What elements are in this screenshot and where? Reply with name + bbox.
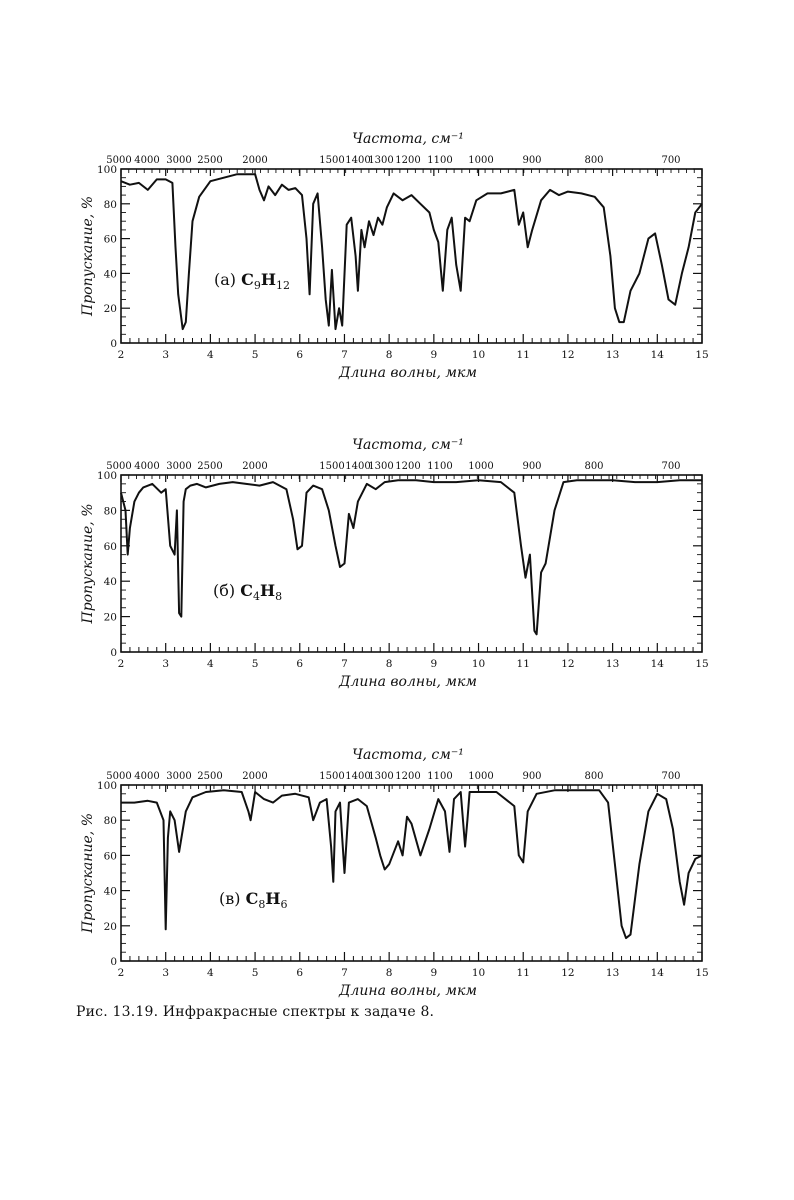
- freq-tick-label: 800: [584, 771, 604, 782]
- x-tick-label: 2: [117, 967, 125, 979]
- x-tick-label: 15: [695, 967, 709, 979]
- x-tick-label: 9: [430, 967, 438, 979]
- x-tick-label: 12: [561, 967, 575, 979]
- freq-tick-label: 1000: [468, 461, 494, 472]
- y-tick-label: 60: [103, 850, 117, 863]
- compound-label: [213, 581, 282, 603]
- x-tick-label: 11: [516, 658, 530, 670]
- freq-tick-label: 900: [522, 461, 542, 472]
- freq-tick-label: 2500: [197, 771, 223, 782]
- x-tick-label: 12: [561, 349, 575, 361]
- freq-tick-label: 1300: [368, 155, 394, 166]
- x-tick-label: 6: [296, 658, 304, 670]
- x-tick-label: 11: [516, 967, 530, 979]
- x-tick-label: 7: [341, 349, 348, 361]
- y-tick-label: 20: [103, 303, 117, 316]
- freq-tick-label: 1500: [319, 771, 345, 782]
- spectrum-line: [121, 480, 702, 634]
- formula-element: C: [240, 581, 253, 600]
- figure-caption: [76, 1004, 434, 1020]
- formula-subscript: 8: [258, 898, 266, 911]
- freq-tick-label: 2000: [242, 461, 268, 472]
- x-tick-label: 13: [605, 349, 620, 361]
- freq-tick-label: 2000: [242, 771, 268, 782]
- freq-tick-label: 1400: [345, 771, 371, 782]
- x-tick-label: 2: [117, 658, 125, 670]
- freq-tick-label: 5000: [106, 155, 132, 166]
- x-tick-label: 12: [561, 658, 575, 670]
- freq-tick-label: 1100: [427, 461, 453, 472]
- panel-letter: (а): [214, 270, 242, 289]
- y-tick-label: 60: [103, 233, 117, 246]
- y-axis-title: Пропускание, %: [80, 812, 96, 934]
- y-tick-label: 0: [110, 338, 117, 350]
- x-tick-label: 9: [430, 658, 438, 670]
- freq-tick-label: 3000: [166, 155, 192, 166]
- x-tick-label: 14: [650, 349, 664, 361]
- x-tick-label: 3: [162, 658, 170, 670]
- x-tick-label: 5: [251, 967, 259, 979]
- x-tick-label: 5: [251, 349, 259, 361]
- formula-element: H: [265, 889, 281, 908]
- x-tick-label: 7: [341, 658, 348, 670]
- y-tick-label: 80: [103, 198, 117, 211]
- y-tick-label: 20: [103, 920, 117, 933]
- formula-subscript: 9: [253, 279, 261, 292]
- top-axis-title: Частота, см⁻¹: [352, 437, 464, 453]
- freq-tick-label: 700: [661, 155, 681, 166]
- freq-tick-label: 1200: [395, 461, 421, 472]
- y-tick-label: 100: [96, 164, 117, 176]
- y-tick-label: 80: [103, 505, 117, 518]
- figure-caption-text: Инфракрасные спектры к задаче 8.: [162, 1004, 435, 1020]
- formula-element: H: [259, 581, 276, 600]
- x-tick-label: 8: [385, 658, 393, 670]
- formula-subscript: 6: [280, 898, 288, 911]
- freq-tick-label: 3000: [166, 771, 192, 782]
- freq-tick-label: 1000: [468, 155, 494, 166]
- freq-tick-label: 1400: [345, 155, 371, 166]
- chart-panel-1: [80, 131, 709, 381]
- x-axis-title: Длина волны, мкм: [339, 674, 477, 690]
- x-tick-label: 15: [695, 658, 709, 670]
- figure-number: Рис. 13.19.: [76, 1004, 159, 1020]
- freq-tick-label: 700: [661, 771, 681, 782]
- x-tick-label: 10: [471, 967, 486, 979]
- x-tick-label: 4: [207, 967, 214, 979]
- freq-tick-label: 4000: [134, 461, 160, 472]
- x-tick-label: 10: [471, 658, 486, 670]
- spectrum-line: [121, 174, 702, 329]
- y-tick-label: 20: [103, 611, 117, 624]
- formula-subscript: 12: [275, 279, 290, 292]
- chart-panel-3: [80, 747, 709, 999]
- compound-label: [214, 270, 290, 292]
- plot-frame: [121, 785, 702, 961]
- x-tick-label: 2: [117, 349, 125, 361]
- freq-tick-label: 800: [584, 461, 604, 472]
- freq-tick-label: 5000: [106, 461, 132, 472]
- freq-tick-label: 4000: [134, 155, 160, 166]
- panel-letter: (в): [219, 889, 246, 908]
- x-tick-label: 15: [695, 349, 709, 361]
- freq-tick-label: 1100: [427, 155, 453, 166]
- x-tick-label: 11: [516, 349, 530, 361]
- freq-tick-label: 1500: [319, 461, 345, 472]
- x-tick-label: 8: [385, 967, 393, 979]
- freq-tick-label: 2500: [197, 461, 223, 472]
- freq-tick-label: 900: [522, 155, 542, 166]
- freq-tick-label: 2000: [242, 155, 268, 166]
- y-tick-label: 100: [96, 470, 117, 482]
- y-tick-label: 100: [96, 780, 117, 792]
- y-tick-label: 80: [103, 815, 117, 828]
- top-axis-title: Частота, см⁻¹: [352, 747, 464, 763]
- x-tick-label: 3: [162, 967, 170, 979]
- plot-frame: [121, 475, 702, 652]
- x-tick-label: 10: [471, 349, 486, 361]
- y-axis-title: Пропускание, %: [80, 195, 96, 317]
- x-tick-label: 6: [296, 967, 304, 979]
- compound-label: [219, 889, 287, 911]
- freq-tick-label: 1200: [395, 155, 421, 166]
- formula-element: H: [260, 270, 276, 289]
- chart-panel-2: [80, 437, 709, 690]
- x-tick-label: 9: [430, 349, 438, 361]
- freq-tick-label: 1500: [319, 155, 345, 166]
- x-tick-label: 8: [385, 349, 393, 361]
- freq-tick-label: 1400: [345, 461, 371, 472]
- freq-tick-label: 5000: [106, 771, 132, 782]
- freq-tick-label: 900: [522, 771, 542, 782]
- y-tick-label: 0: [110, 956, 117, 968]
- formula-element: C: [245, 889, 259, 908]
- x-tick-label: 5: [251, 658, 259, 670]
- x-tick-label: 3: [162, 349, 170, 361]
- x-tick-label: 4: [207, 349, 214, 361]
- x-tick-label: 7: [341, 967, 348, 979]
- freq-tick-label: 1300: [368, 461, 394, 472]
- spectrum-line: [121, 790, 702, 938]
- formula-subscript: 8: [275, 590, 283, 603]
- x-axis-title: Длина волны, мкм: [339, 365, 477, 381]
- y-tick-label: 40: [103, 576, 117, 589]
- freq-tick-label: 700: [661, 461, 681, 472]
- x-tick-label: 14: [650, 658, 664, 670]
- formula-subscript: 4: [252, 590, 260, 603]
- x-tick-label: 13: [605, 658, 620, 670]
- x-tick-label: 4: [207, 658, 214, 670]
- panel-letter: (б): [213, 581, 241, 600]
- freq-tick-label: 1000: [468, 771, 494, 782]
- freq-tick-label: 1300: [368, 771, 394, 782]
- y-tick-label: 40: [103, 268, 117, 281]
- freq-tick-label: 1200: [395, 771, 421, 782]
- freq-tick-label: 800: [584, 155, 604, 166]
- freq-tick-label: 2500: [197, 155, 223, 166]
- x-axis-title: Длина волны, мкм: [339, 983, 477, 999]
- y-tick-label: 40: [103, 885, 117, 898]
- formula-element: C: [241, 270, 254, 289]
- freq-tick-label: 1100: [427, 771, 453, 782]
- y-tick-label: 0: [110, 647, 117, 659]
- freq-tick-label: 4000: [134, 771, 160, 782]
- top-axis-title: Частота, см⁻¹: [352, 131, 464, 147]
- x-tick-label: 13: [605, 967, 620, 979]
- y-axis-title: Пропускание, %: [80, 503, 96, 624]
- x-tick-label: 6: [296, 349, 304, 361]
- y-tick-label: 60: [103, 540, 117, 553]
- x-tick-label: 14: [650, 967, 664, 979]
- freq-tick-label: 3000: [166, 461, 192, 472]
